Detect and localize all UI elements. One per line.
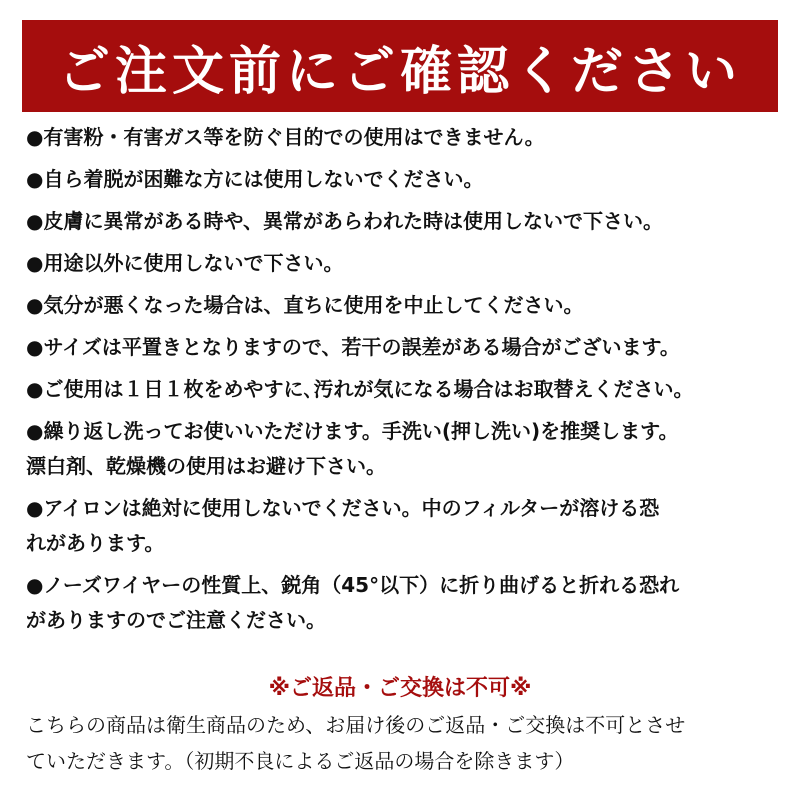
caution-text: ●自ら着脱が困難な方には使用しないでください。 [26, 167, 484, 191]
caution-text: ●アイロンは絶対に使用しないでください。中のフィルターが溶ける恐 [26, 496, 660, 520]
no-return-warning: ※ご返品・ご交換は不可※ [268, 676, 532, 701]
caution-item [26, 491, 778, 561]
caution-item [26, 288, 778, 323]
caution-text-continued: がありますのでご注意ください。 [26, 608, 326, 632]
caution-text: ●ノーズワイヤーの性質上、鋭角（45°以下）に折り曲げると折れる恐れ [26, 573, 680, 597]
caution-item [26, 120, 778, 155]
caution-text: ●ご使用は１日１枚をめやすに､汚れが気になる場合はお取替えください。 [26, 377, 694, 401]
caution-text-continued: 漂白剤、乾燥機の使用はお避け下さい。 [26, 454, 386, 478]
caution-text: ●繰り返し洗ってお使いいただけます。手洗い(押し洗い)を推奨します。 [26, 419, 679, 443]
caution-item [26, 246, 778, 281]
caution-item [26, 414, 778, 484]
header-banner [22, 20, 778, 112]
caution-text: ●用途以外に使用しないで下さい。 [26, 251, 344, 275]
caution-item [26, 330, 778, 365]
caution-item [26, 568, 778, 638]
caution-text: ●サイズは平置きとなりますので、若干の誤差がある場合がございます。 [26, 335, 680, 359]
caution-list [26, 120, 778, 645]
caution-text: ●有害粉・有害ガス等を防ぐ目的での使用はできません。 [26, 125, 545, 149]
caution-text-continued: れがあります。 [26, 531, 165, 555]
caution-item [26, 204, 778, 239]
caution-text: ●皮膚に異常がある時や、異常があらわれた時は使用しないで下さい。 [26, 209, 664, 233]
caution-item [26, 162, 778, 197]
return-policy [26, 707, 778, 779]
caution-text: ●気分が悪くなった場合は、直ちに使用を中止してください。 [26, 293, 584, 317]
caution-item [26, 372, 778, 407]
return-policy-text: こちらの商品は衛生商品のため、お届け後のご返品・ご交換は不可とさせ [26, 713, 686, 737]
return-policy-text-continued: ていただきます。（初期不良によるご返品の場合を除きます） [26, 749, 575, 773]
page-title: ご注文前にご確認ください [57, 41, 742, 102]
